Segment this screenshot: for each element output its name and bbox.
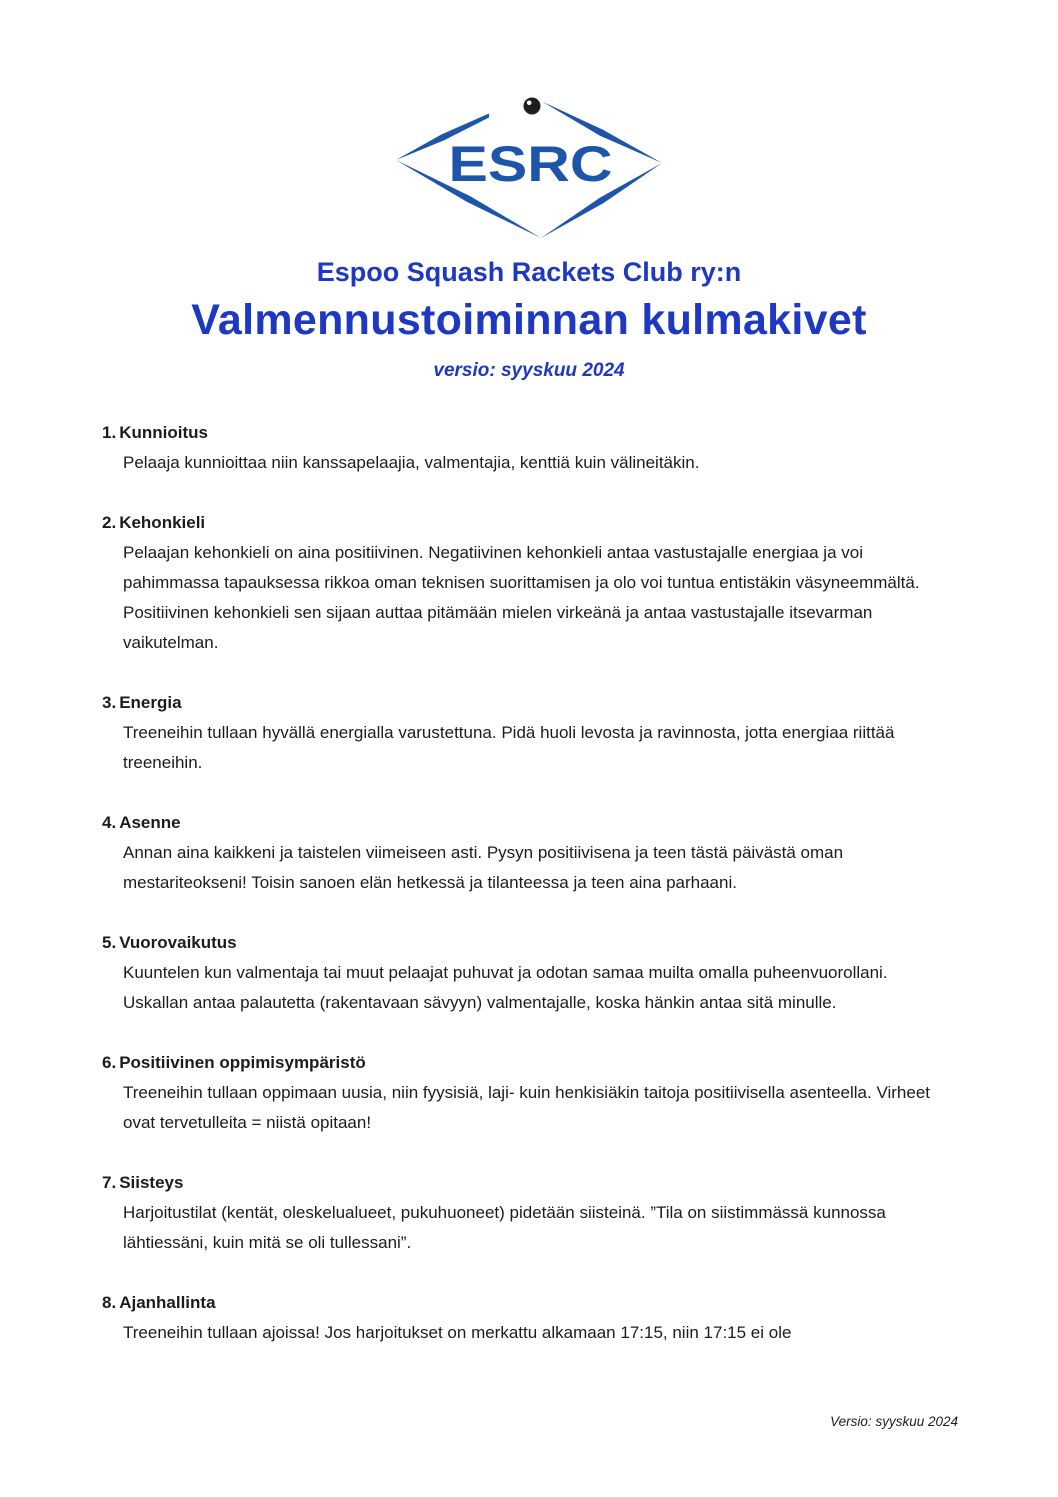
section-title: Asenne	[119, 813, 181, 832]
section-number: 6.	[102, 1053, 117, 1072]
section-body: Treeneihin tullaan ajoissa! Jos harjoitukset on merkattu alkamaan 17:15, niin 17:15 ei ole	[123, 1323, 792, 1342]
esrc-logo	[394, 92, 664, 244]
logo-text: ESRC	[448, 136, 613, 192]
section-body: Annan aina kaikkeni ja taistelen viimeiseen asti. Pysyn positiivisena ja teen tästä päivästä oman mestariteokseni! Toisin sanoen elän hetkessä ja tilanteessa ja teen aina parhaani.	[123, 843, 844, 892]
squash-ball-icon	[524, 98, 541, 115]
club-name: Espoo Squash Rackets Club ry:n	[316, 257, 742, 287]
section-title: Ajanhallinta	[119, 1293, 216, 1312]
section-heading	[102, 1168, 948, 1198]
section-title: Kunnioitus	[119, 423, 208, 442]
section-heading	[102, 1288, 948, 1318]
cornerstone-section	[102, 1168, 948, 1258]
section-heading	[102, 928, 948, 958]
section-number: 4.	[102, 813, 117, 832]
section-title: Energia	[119, 693, 182, 712]
page-title: Valmennustoiminnan kulmakivet	[191, 296, 867, 344]
section-number: 1.	[102, 423, 117, 442]
section-title: Kehonkieli	[119, 513, 206, 532]
footer-version: Versio: syyskuu 2024	[830, 1414, 958, 1429]
section-heading	[102, 1048, 948, 1078]
cornerstone-section	[102, 928, 948, 1018]
section-number: 8.	[102, 1293, 117, 1312]
cornerstone-section	[102, 1048, 948, 1138]
section-title: Vuorovaikutus	[119, 933, 237, 952]
cornerstone-section	[102, 688, 948, 778]
section-heading	[102, 418, 948, 448]
section-body: Treeneihin tullaan oppimaan uusia, niin fyysisiä, laji- kuin henkisiäkin taitoja positiivisella asenteella. Virheet ovat tervetulleita = niistä opitaan!	[123, 1083, 931, 1132]
sections-list	[102, 418, 948, 1348]
section-body: Treeneihin tullaan hyvällä energialla varustettuna. Pidä huoli levosta ja ravinnosta, jotta energiaa riittää treeneihin.	[123, 723, 895, 772]
section-number: 2.	[102, 513, 117, 532]
section-heading	[102, 808, 948, 838]
cornerstone-section	[102, 418, 948, 478]
section-heading	[102, 688, 948, 718]
section-title: Positiivinen oppimisympäristö	[119, 1053, 366, 1072]
esrc-logo-svg	[394, 92, 664, 244]
section-body: Kuuntelen kun valmentaja tai muut pelaajat puhuvat ja odotan samaa muilta omalla puheenvuorollani. Uskallan antaa palautetta (rakentavaan sävyyn) valmentajalle, koska hänkin antaa sitä minulle.	[123, 963, 888, 1012]
section-body: Pelaaja kunnioittaa niin kanssapelaajia, valmentajia, kenttiä kuin välineitäkin.	[123, 453, 700, 472]
cornerstone-section	[102, 1288, 948, 1348]
version-subtitle: versio: syyskuu 2024	[433, 360, 625, 381]
cornerstone-section	[102, 508, 948, 658]
section-body: Harjoitustilat (kentät, oleskelualueet, pukuhuoneet) pidetään siisteinä. ”Tila on siistimmässä kunnossa lähtiessäni, kuin mitä se oli tullessani”.	[123, 1203, 886, 1252]
section-heading	[102, 508, 948, 538]
section-number: 7.	[102, 1173, 117, 1192]
section-title: Siisteys	[119, 1173, 184, 1192]
cornerstone-section	[102, 808, 948, 898]
section-body: Pelaajan kehonkieli on aina positiivinen. Negatiivinen kehonkieli antaa vastustajalle energiaa ja voi pahimmassa tapauksessa rikkoa oman teknisen suorittamisen ja olo voi tuntua entistäkin väsyneemmältä. Positiivinen kehonkieli sen sijaan auttaa pitämään mielen virkeänä ja antaa vastustajalle itsevarman vaikutelman.	[123, 543, 920, 652]
section-number: 5.	[102, 933, 117, 952]
section-number: 3.	[102, 693, 117, 712]
